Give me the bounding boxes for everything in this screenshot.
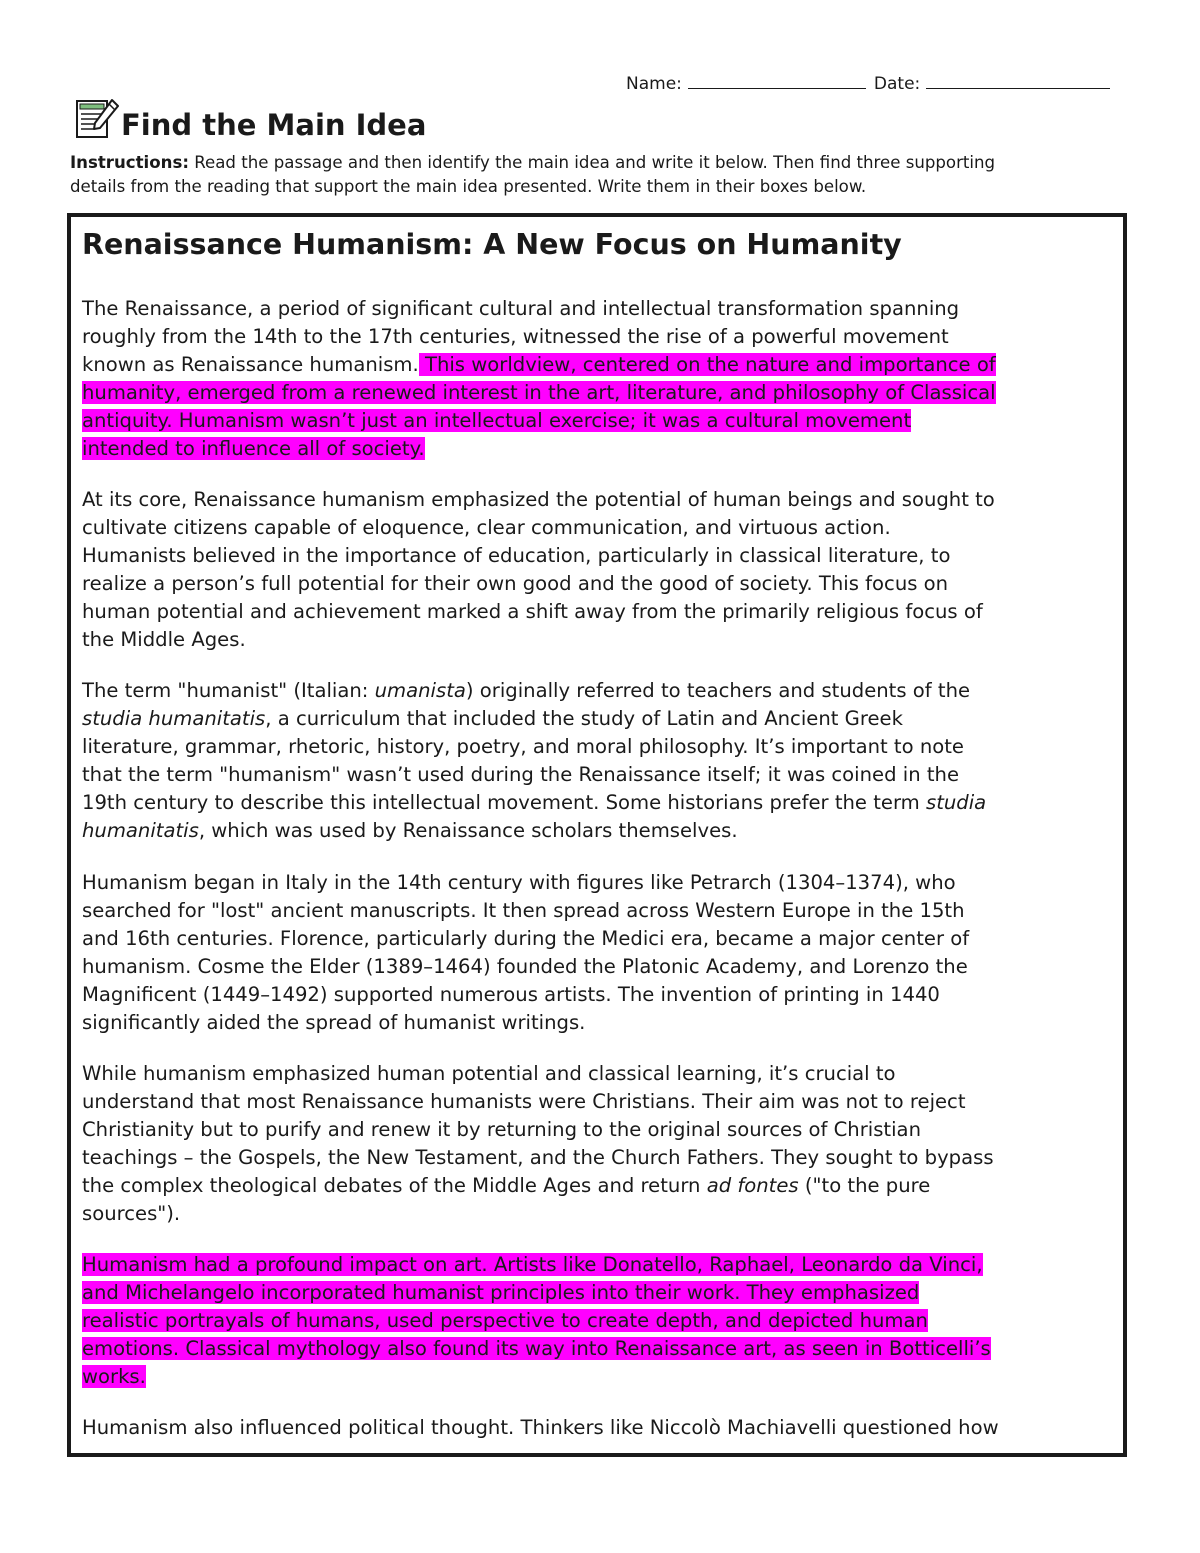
paragraph-line: sources"). (82, 1202, 181, 1225)
paragraph-line: that the term "humanism" wasn’t used during the Renaissance itself; it was coined in the (82, 763, 960, 786)
paragraph-line: humanism. Cosme the Elder (1389–1464) founded the Platonic Academy, and Lorenzo the (82, 955, 968, 978)
paragraph-line: The term "humanist" (Italian: (82, 679, 375, 702)
paragraph-line: , which was used by Renaissance scholars themselves. (198, 819, 738, 842)
italic-term: studia humanitatis (82, 707, 266, 730)
paragraph-6 (82, 1251, 1122, 1391)
paragraph-line: ("to the pure (798, 1174, 931, 1197)
paragraph-line: At its core, Renaissance humanism emphasized the potential of human beings and sought to (82, 488, 995, 511)
highlighted-text: realistic portrayals of humans, used perspective to create depth, and depicted human (82, 1309, 928, 1332)
paragraph-line: teachings – the Gospels, the New Testament, and the Church Fathers. They sought to bypass (82, 1146, 994, 1169)
highlighted-text: intended to influence all of society. (82, 437, 425, 460)
paragraph-line: literature, grammar, rhetoric, history, poetry, and moral philosophy. It’s important to note (82, 735, 964, 758)
paragraph-line: Humanism began in Italy in the 14th century with figures like Petrarch (1304–1374), who (82, 871, 956, 894)
instructions-text-1: Read the passage and then identify the main idea and write it below. Then find three supporting (194, 153, 996, 172)
name-label: Name: (626, 74, 682, 94)
paragraph-5 (82, 1060, 1122, 1228)
date-label: Date: (873, 74, 921, 94)
instructions-text-2: details from the reading that support the main idea presented. Write them in their boxes below. (70, 177, 867, 196)
page-title: Find the Main Idea (121, 108, 427, 142)
italic-term: ad fontes (706, 1174, 799, 1197)
highlighted-text: Humanism had a profound impact on art. Artists like Donatello, Raphael, Leonardo da Vinci, (82, 1253, 983, 1276)
highlighted-text: and Michelangelo incorporated humanist principles into their work. They emphasized (82, 1281, 920, 1304)
paragraph-line: understand that most Renaissance humanists were Christians. Their aim was not to reject (82, 1090, 966, 1113)
date-field[interactable] (926, 72, 1110, 89)
paragraph-1 (82, 295, 1122, 463)
paragraph-line: human potential and achievement marked a shift away from the primarily religious focus of (82, 600, 983, 623)
paragraph-line: roughly from the 14th to the 17th centuries, witnessed the rise of a powerful movement (82, 325, 949, 348)
italic-term: studia (925, 791, 987, 814)
paragraph-3 (82, 677, 1122, 845)
paragraph-2 (82, 486, 1122, 654)
paragraph-line: , a curriculum that included the study of Latin and Ancient Greek (265, 707, 903, 730)
worksheet-icon (74, 96, 120, 142)
paragraph-line: While humanism emphasized human potential and classical learning, it’s crucial to (82, 1062, 896, 1085)
paragraph-line: the complex theological debates of the Middle Ages and return (82, 1174, 707, 1197)
highlighted-text: antiquity. Humanism wasn’t just an intellectual exercise; it was a cultural movement (82, 409, 912, 432)
paragraph-line: Christianity but to purify and renew it by returning to the original sources of Christian (82, 1118, 921, 1141)
paragraph-line: The Renaissance, a period of significant cultural and intellectual transformation spanning (82, 297, 960, 320)
paragraph-line: searched for "lost" ancient manuscripts. It then spread across Western Europe in the 15th (82, 899, 965, 922)
paragraph-line: and 16th centuries. Florence, particularly during the Medici era, became a major center of (82, 927, 970, 950)
paragraph-4 (82, 869, 1122, 1037)
paragraph-line: Humanism also influenced political thought. Thinkers like Niccolò Machiavelli questioned how (82, 1416, 999, 1439)
name-date-row (626, 72, 1110, 94)
highlighted-text: humanity, emerged from a renewed interest in the art, literature, and philosophy of Classical (82, 381, 996, 404)
paragraph-line: ) originally referred to teachers and students of the (465, 679, 971, 702)
italic-term: humanitatis (82, 819, 199, 842)
paragraph-line: Magnificent (1449–1492) supported numerous artists. The invention of printing in 1440 (82, 983, 940, 1006)
italic-term: umanista (374, 679, 466, 702)
name-field[interactable] (688, 72, 866, 89)
highlighted-text: works. (82, 1365, 146, 1388)
paragraph-line: significantly aided the spread of humanist writings. (82, 1011, 586, 1034)
instructions-label: Instructions: (70, 153, 189, 172)
paragraph-line: the Middle Ages. (82, 628, 246, 651)
highlighted-text: This worldview, centered on the nature and importance of (418, 353, 996, 376)
passage-title: Renaissance Humanism: A New Focus on Humanity (82, 228, 902, 261)
paragraph-line: Humanists believed in the importance of education, particularly in classical literature, to (82, 544, 951, 567)
paragraph-line: 19th century to describe this intellectual movement. Some historians prefer the term (82, 791, 926, 814)
paragraph-line: cultivate citizens capable of eloquence, clear communication, and virtuous action. (82, 516, 891, 539)
highlighted-text: emotions. Classical mythology also found its way into Renaissance art, as seen in Botticelli’s (82, 1337, 991, 1360)
instructions (70, 151, 1130, 199)
paragraph-7 (82, 1414, 1122, 1442)
paragraph-line: known as Renaissance humanism. (82, 353, 419, 376)
paragraph-line: realize a person’s full potential for their own good and the good of society. This focus on (82, 572, 949, 595)
